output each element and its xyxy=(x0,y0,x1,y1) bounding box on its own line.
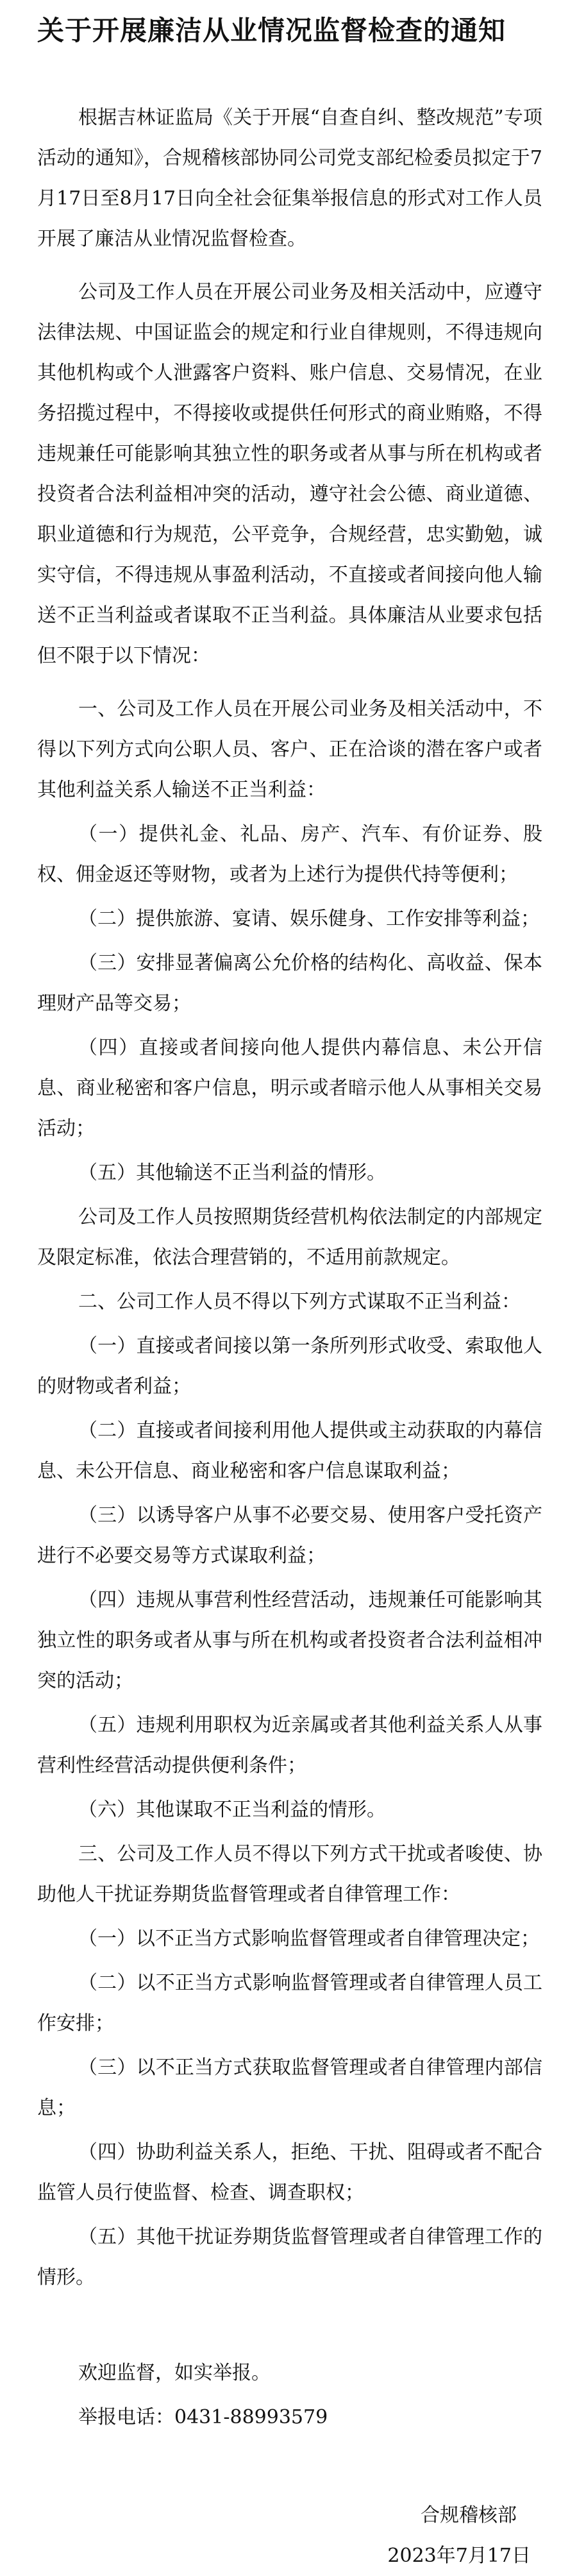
section-three-item-2: （二）以不正当方式影响监督管理或者自律管理人员工作安排； xyxy=(37,1972,542,2035)
section-two-item-2: （二）直接或者间接利用他人提供或主动获取的内幕信息、未公开信息、商业秘密和客户信息谋取利益； xyxy=(37,1419,542,1482)
section-two-item-3: （三）以诱导客户从事不必要交易、使用客户受托资产进行不必要交易等方式谋取利益； xyxy=(37,1504,542,1567)
section-one-item-1: （一）提供礼金、礼品、房产、汽车、有价证券、股权、佣金返还等财物，或者为上述行为提供代持等便利； xyxy=(37,823,542,886)
welcome-text: 欢迎监督，如实举报。 xyxy=(78,2362,271,2384)
section-three-item-4: （四）协助利益关系人，拒绝、干扰、阻碍或者不配合监管人员行使监督、检查、调查职权； xyxy=(37,2141,542,2204)
document-title: 关于开展廉洁从业情况监督检查的通知 xyxy=(37,15,506,46)
section-two-heading: 二、公司工作人员不得以下列方式谋取不正当利益： xyxy=(78,1291,521,1313)
section-one-item-3: （三）安排显著偏离公允价格的结构化、高收益、保本理财产品等交易； xyxy=(37,952,542,1015)
section-one-heading: 一、公司及工作人员在开展公司业务及相关活动中，不得以下列方式向公职人员、客户、正在洽谈的潜在客户或者其他利益关系人输送不正当利益： xyxy=(37,698,542,801)
section-one-item-2: （二）提供旅游、宴请、娱乐健身、工作安排等利益； xyxy=(78,908,540,930)
section-three-item-5: （五）其他干扰证券期货监督管理或者自律管理工作的情形。 xyxy=(37,2226,542,2289)
section-three-item-3: （三）以不正当方式获取监督管理或者自律管理内部信息； xyxy=(37,2056,542,2119)
hotline-text: 举报电话：0431-88993579 xyxy=(78,2406,328,2428)
section-one-note: 公司及工作人员按照期货经营机构依法制定的内部规定及限定标准，依法合理营销的，不适用前款规定。 xyxy=(37,1206,542,1269)
section-two-item-6: （六）其他谋取不正当利益的情形。 xyxy=(78,1799,386,1821)
intro-paragraph: 根据吉林证监局《关于开展“自查自纠、整改规范”专项活动的通知》，合规稽核部协同公司党支部纪检委员拟定于7月17日至8月17日向全社会征集举报信息的形式对工作人员开展了廉洁从业情况监督检查。 xyxy=(37,106,542,250)
section-three-item-1: （一）以不正当方式影响监督管理或者自律管理决定； xyxy=(78,1928,540,1950)
section-one-item-4: （四）直接或者间接向他人提供内幕信息、未公开信息、商业秘密和客户信息，明示或者暗示他人从事相关交易活动； xyxy=(37,1037,542,1140)
signature-department: 合规稽核部 xyxy=(421,2504,517,2527)
section-one-item-5: （五）其他输送不正当利益的情形。 xyxy=(78,1162,386,1184)
section-two-item-1: （一）直接或者间接以第一条所列形式收受、索取他人的财物或者利益； xyxy=(37,1335,542,1398)
requirements-paragraph: 公司及工作人员在开展公司业务及相关活动中，应遵守法律法规、中国证监会的规定和行业自律规则，不得违规向其他机构或个人泄露客户资料、账户信息、交易情况，在业务招揽过程中，不得接收或提供任何形式的商业贿赂，不得违规兼任可能影响其独立性的职务或者从事与所在机构或者投资者合法利益相冲突的活动，遵守社会公德、商业道德、职业道德和行为规范，公平竞争，合规经营，忠实勤勉，诚实守信，不得违规从事盈利活动，不直接或者间接向他人输送不正当利益或者谋取不正当利益。具体廉洁从业要求包括但不限于以下情况： xyxy=(37,281,542,667)
section-two-item-5: （五）违规利用职权为近亲属或者其他利益关系人从事营利性经营活动提供便利条件； xyxy=(37,1714,542,1777)
section-two-item-4: （四）违规从事营利性经营活动，违规兼任可能影响其独立性的职务或者从事与所在机构或者投资者合法利益相冲突的活动； xyxy=(37,1589,542,1692)
section-three-heading: 三、公司及工作人员不得以下列方式干扰或者唆使、协助他人干扰证券期货监督管理或者自律管理工作： xyxy=(37,1843,542,1906)
signature-date: 2023年7月17日 xyxy=(387,2545,531,2567)
